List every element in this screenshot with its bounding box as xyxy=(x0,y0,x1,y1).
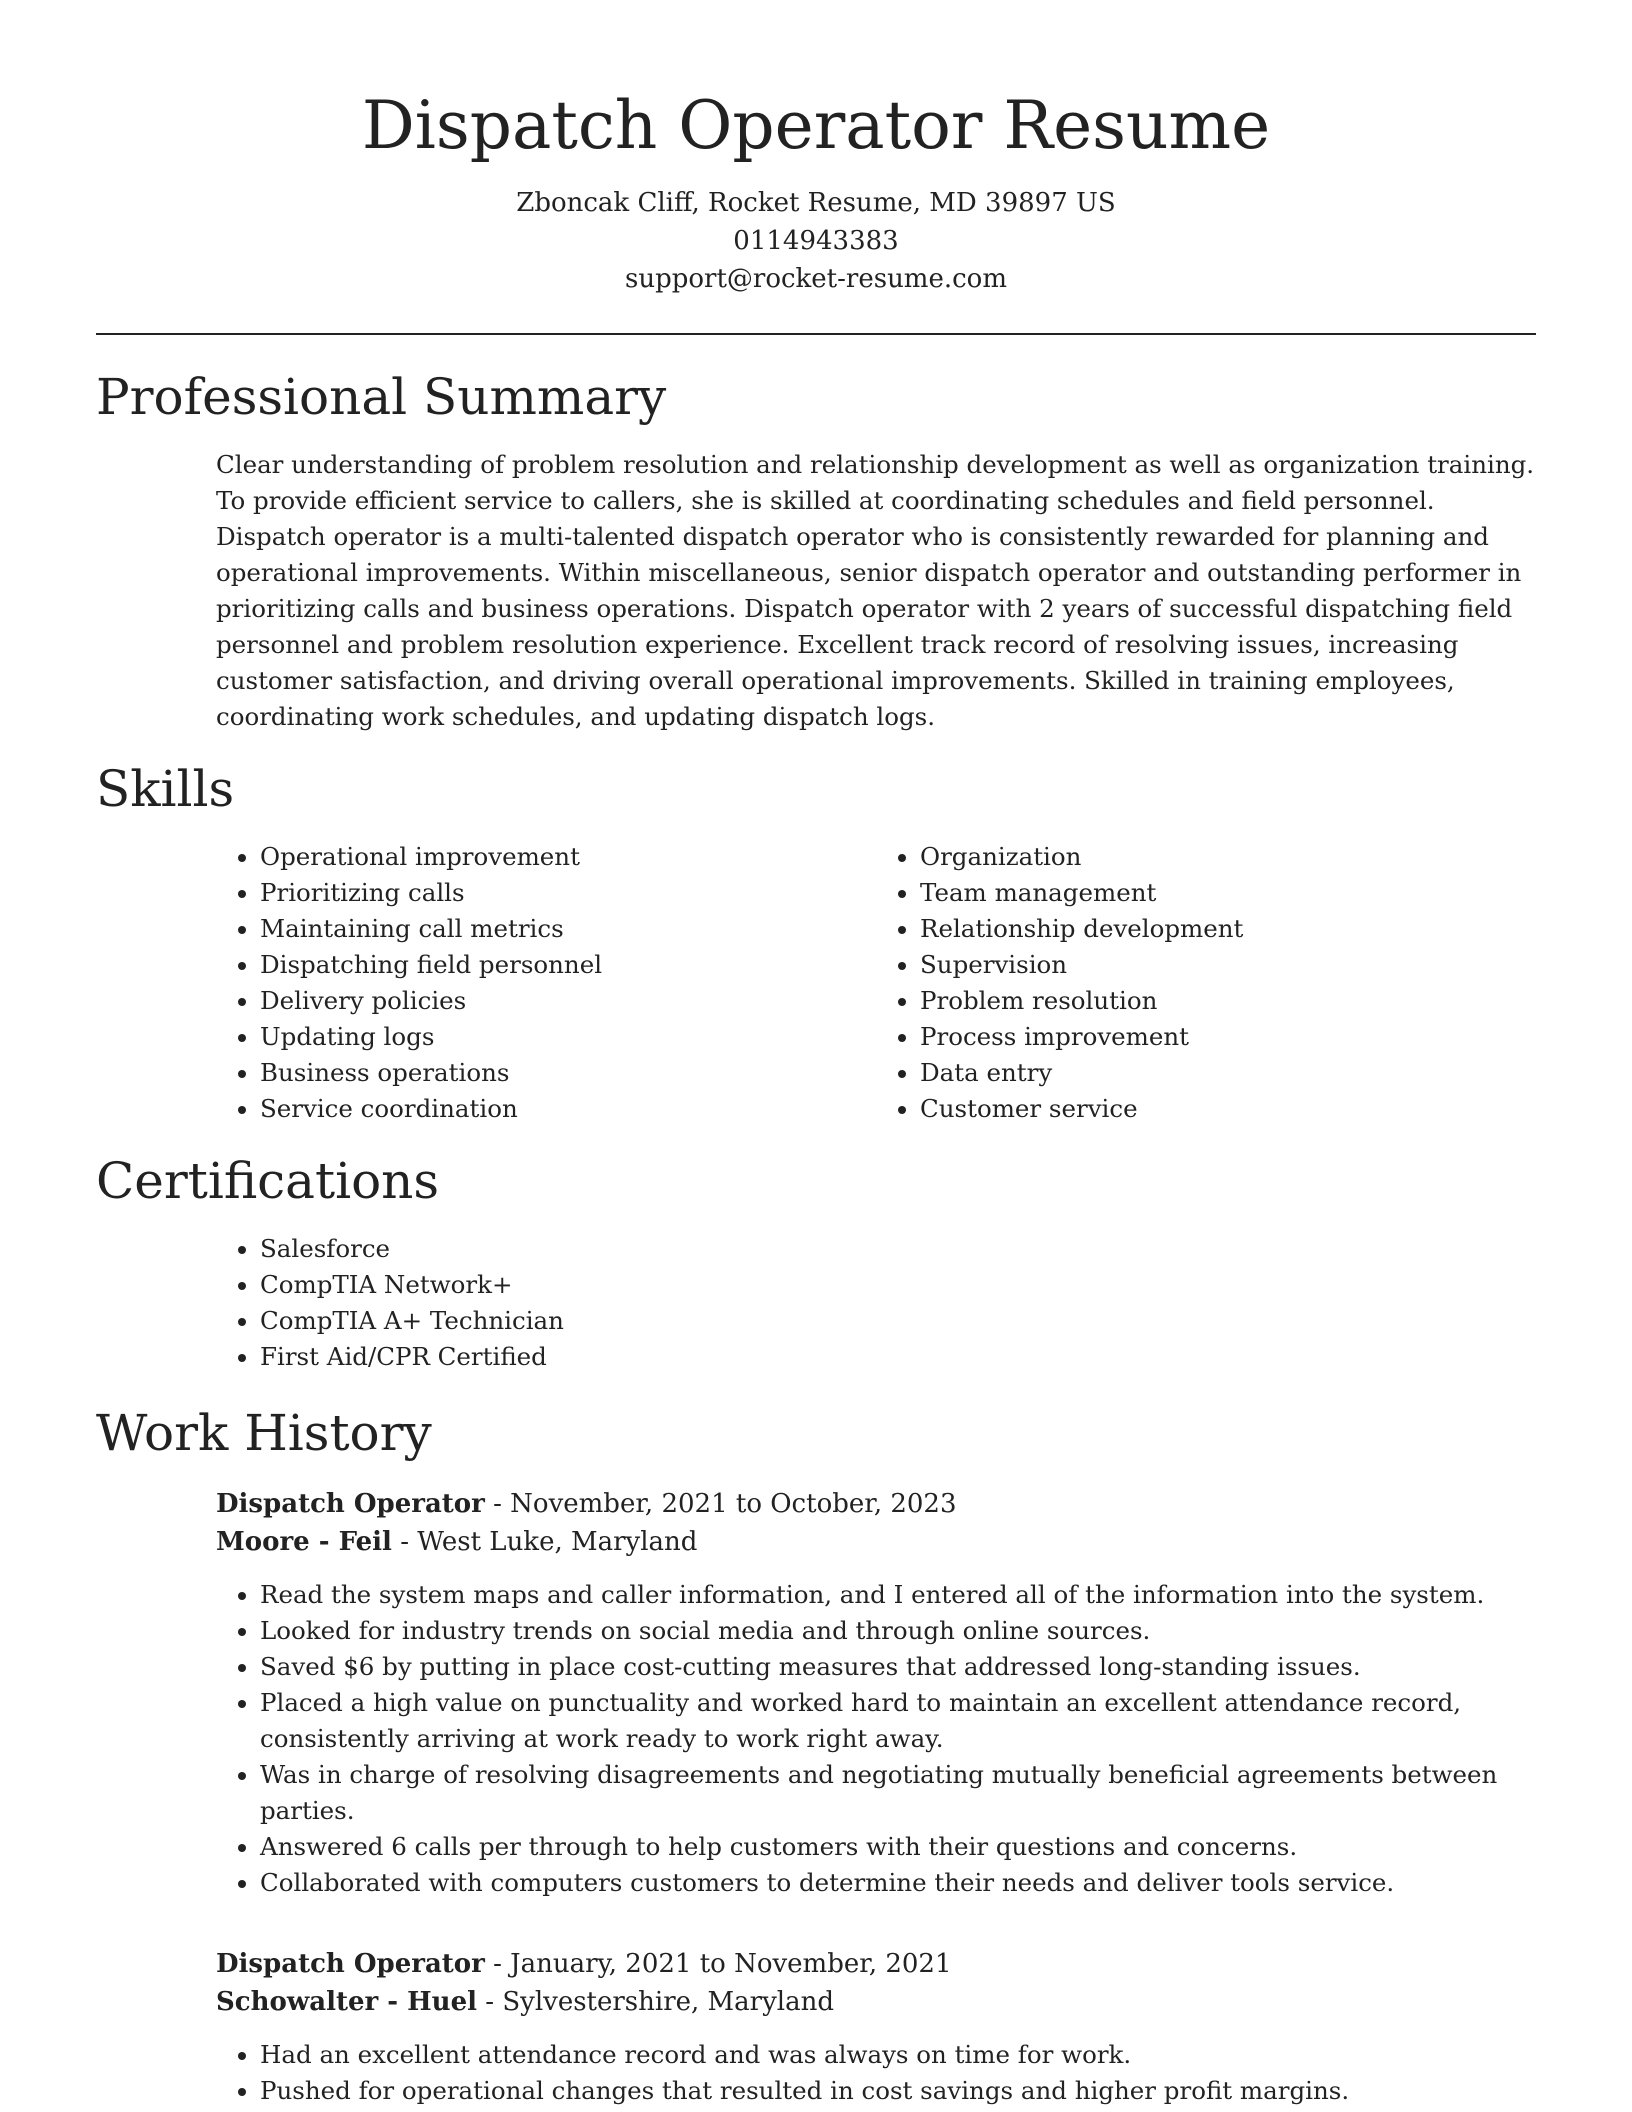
skill-item: • Team management xyxy=(920,875,1536,911)
skills-heading: Skills xyxy=(96,760,235,818)
skill-item: • Problem resolution xyxy=(920,983,1536,1019)
skill-item: • Supervision xyxy=(920,947,1536,983)
job-location: - West Luke, Maryland xyxy=(391,1527,698,1557)
job-bullet: • Collaborated with computers customers to determine their needs and deliver tools service. xyxy=(260,1865,1536,1901)
skill-item: • Organization xyxy=(920,839,1536,875)
job-company: Schowalter - Huel xyxy=(216,1987,477,2017)
certifications-section xyxy=(96,1151,1536,1375)
skill-item: • Updating logs xyxy=(260,1019,876,1055)
certification-item: • CompTIA Network+ xyxy=(260,1267,1536,1303)
job-title-line xyxy=(216,1945,1536,1983)
skill-item: • Service coordination xyxy=(260,1091,876,1127)
job-bullet: • Placed a high value on punctuality and worked hard to maintain an excellent attendance record, consistently arriving at work ready to work right away. xyxy=(260,1685,1536,1757)
skill-item: • Dispatching field personnel xyxy=(260,947,876,983)
job-bullet: • Read the system maps and caller information, and I entered all of the information into the system. xyxy=(260,1577,1536,1613)
job-entry xyxy=(216,1945,1536,2109)
job-title: Dispatch Operator xyxy=(216,1489,485,1519)
contact-info xyxy=(96,184,1536,298)
summary-text: Clear understanding of problem resolution and relationship development as well as organization training. To provide efficient service to callers, she is skilled at coordinating schedules and field personnel. Dispatch operator is a multi-talented dispatch operator who is consistently rewarded for planning and operational improvements. Within miscellaneous, senior dispatch operator and outstanding performer in prioritizing calls and business operations. Dispatch operator with 2 years of successful dispatching field personnel and problem resolution experience. Excellent track record of resolving issues, increasing customer satisfaction, and driving overall operational improvements. Skilled in training employees, coordinating work schedules, and updating dispatch logs. xyxy=(216,450,1535,731)
job-dates: - January, 2021 to November, 2021 xyxy=(484,1949,952,1979)
job-bullet: • Looked for industry trends on social media and through online sources. xyxy=(260,1613,1536,1649)
job-bullets xyxy=(216,2037,1536,2109)
certifications-list xyxy=(216,1231,1536,1375)
contact-email: support@rocket-resume.com xyxy=(624,264,1007,294)
skill-item: • Operational improvement xyxy=(260,839,876,875)
job-company-line xyxy=(216,1523,1536,1561)
summary-heading: Professional Summary xyxy=(96,368,667,426)
job-bullets xyxy=(216,1577,1536,1901)
skill-item: • Relationship development xyxy=(920,911,1536,947)
skill-item: • Business operations xyxy=(260,1055,876,1091)
skill-item: • Process improvement xyxy=(920,1019,1536,1055)
contact-phone: 0114943383 xyxy=(733,226,899,256)
certification-item: • Salesforce xyxy=(260,1231,1536,1267)
job-company-line xyxy=(216,1983,1536,2021)
skill-item: • Customer service xyxy=(920,1091,1536,1127)
job-bullet: • Was in charge of resolving disagreements and negotiating mutually beneficial agreements between parties. xyxy=(260,1757,1536,1829)
contact-address: Zboncak Cliff, Rocket Resume, MD 39897 US xyxy=(516,188,1116,218)
job-company: Moore - Feil xyxy=(216,1527,392,1557)
skill-item: • Delivery policies xyxy=(260,983,876,1019)
work-history-heading: Work History xyxy=(96,1404,432,1462)
job-location: - Sylvestershire, Maryland xyxy=(477,1987,835,2017)
job-bullet: • Had an excellent attendance record and was always on time for work. xyxy=(260,2037,1536,2073)
skills-list-right xyxy=(876,839,1536,1127)
certifications-heading: Certifications xyxy=(96,1152,440,1210)
certification-item: • CompTIA A+ Technician xyxy=(260,1303,1536,1339)
job-bullet: • Saved $6 by putting in place cost-cutting measures that addressed long-standing issues. xyxy=(260,1649,1536,1685)
job-title-line xyxy=(216,1485,1536,1523)
skill-item: • Data entry xyxy=(920,1055,1536,1091)
certifications-body xyxy=(216,1231,1536,1375)
job-title: Dispatch Operator xyxy=(216,1949,485,1979)
certification-item: • First Aid/CPR Certified xyxy=(260,1339,1536,1375)
skill-item: • Prioritizing calls xyxy=(260,875,876,911)
job-bullet: • Answered 6 calls per through to help customers with their questions and concerns. xyxy=(260,1829,1536,1865)
skills-list-left xyxy=(216,839,876,1127)
skills-section xyxy=(96,759,1536,1127)
header-divider xyxy=(96,333,1536,335)
skill-item: • Maintaining call metrics xyxy=(260,911,876,947)
job-entry xyxy=(216,1485,1536,1901)
skills-columns xyxy=(216,839,1536,1127)
summary-section xyxy=(96,367,1536,735)
work-history-section xyxy=(96,1403,1536,2109)
job-bullet: • Pushed for operational changes that resulted in cost savings and higher profit margins. xyxy=(260,2073,1536,2109)
resume-title: Dispatch Operator Resume xyxy=(361,87,1271,164)
job-dates: - November, 2021 to October, 2023 xyxy=(484,1489,957,1519)
resume-header xyxy=(96,0,1536,298)
